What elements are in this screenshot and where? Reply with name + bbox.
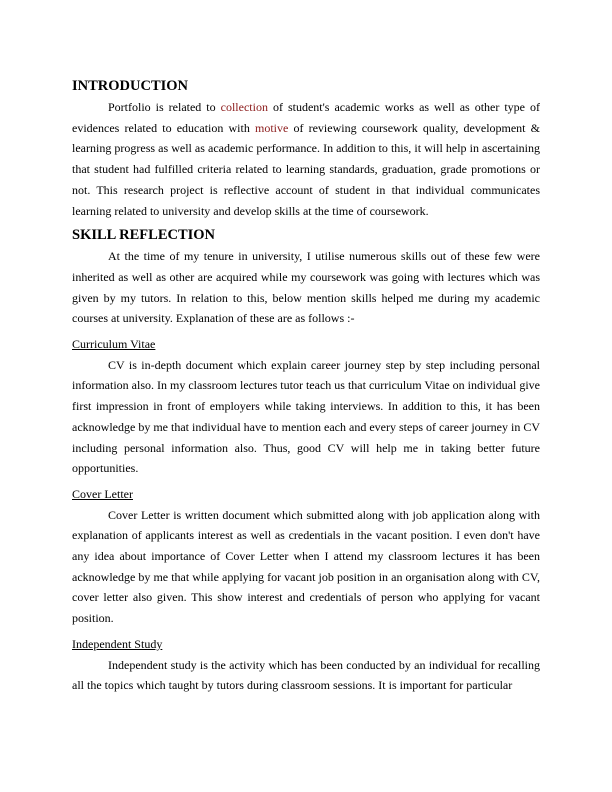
intro-text-c: of reviewing coursework quality, development & learning progress as well as academic performance. In addition to this, it will help in ascertaining that student had fulfilled criteria related to learning standards, graduation, grade promotions or not. This research project is reflective account of student in that individual communicates learning related to university and develop skills at the time of coursework.	[72, 120, 540, 218]
intro-text-b: of student's academic works as well as other type of evidences related to education with	[72, 100, 541, 135]
curriculum-vitae-subheading: Curriculum Vitae	[72, 337, 156, 352]
independent-study-subheading: Independent Study	[72, 636, 163, 651]
intro-highlight-motive: motive	[254, 120, 289, 135]
skill-reflection-heading: SKILL REFLECTION	[72, 227, 216, 244]
intro-highlight-collection: collection	[220, 100, 268, 114]
curriculum-vitae-paragraph: CV is in-depth document which explain career journey step by step including personal information also. In my classroom lectures tutor teach us that curriculum Vitae on individual give first impression in front of employers while taking interviews. In addition to this, it has been acknowledge by me that individual have to mention each and every steps of career journey in CV including personal information also. Thus, good CV will help me in taking better future opportunities.	[72, 357, 540, 476]
cover-letter-paragraph: Cover Letter is written document which submitted along with job application along with explanation of applicants interest as well as credentials in the vacant position. I even don't have any idea about importance of Cover Letter when I attend my classroom lectures it has been acknowledge by me that while applying for vacant job position in an organisation along with CV, cover letter also given. This show interest and credentials of person who applying for vacant position.	[72, 507, 540, 626]
introduction-paragraph	[72, 97, 540, 221]
document-page	[72, 76, 540, 696]
introduction-heading: INTRODUCTION	[72, 78, 189, 94]
skill-reflection-paragraph: At the time of my tenure in university, I utilise numerous skills out of these few were inherited as well as other are acquired while my coursework was going with lectures which was given by my tutors. In relation to this, below mention skills helped me during my academic courses at university. Explanation of these are as follows :-	[72, 249, 540, 326]
intro-text-a: Portfolio is related to	[108, 100, 221, 114]
cover-letter-subheading: Cover Letter	[72, 486, 133, 501]
independent-study-paragraph: Independent study is the activity which has been conducted by an individual for recalling all the topics which taught by tutors during classroom sessions. It is important for particular	[72, 657, 540, 693]
